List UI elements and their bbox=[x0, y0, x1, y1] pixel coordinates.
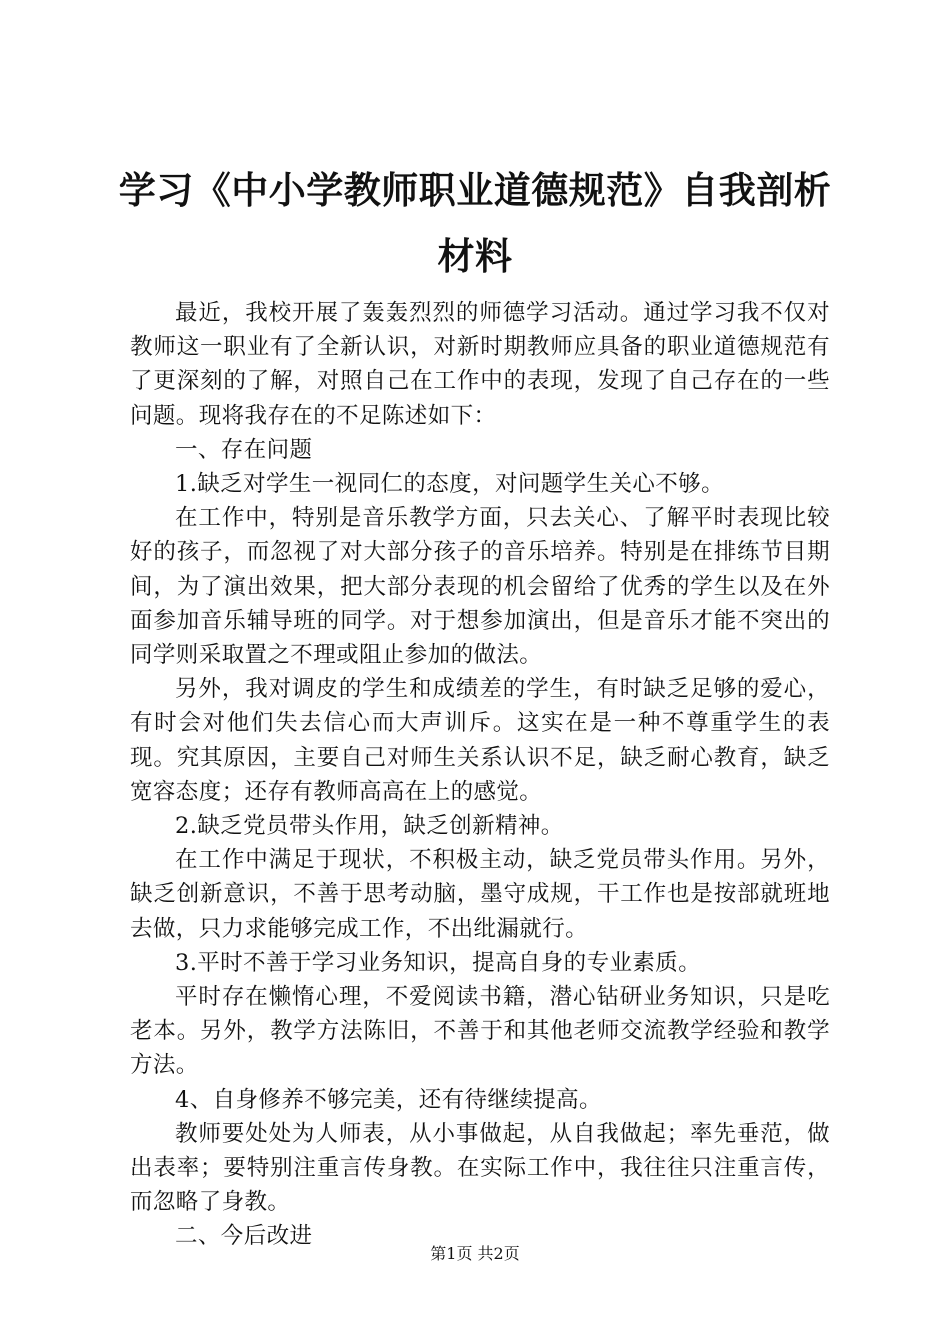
section-heading: 二、今后改进 bbox=[175, 1223, 313, 1250]
subheading: 4、自身修养不够完美，还有待继续提高。 bbox=[175, 1086, 602, 1113]
subheading: 2.缺乏党员带头作用，缺乏创新精神。 bbox=[175, 813, 564, 840]
paragraph: 最近，我校开展了轰轰烈烈的师德学习活动。通过学习我不仅对教师这一职业有了全新认识，对新时期教师应具备的职业道德规范有了更深刻的了解，对照自己在工作中的表现，发现了自己存在的一些问题。现将我存在的不足陈述如下： bbox=[130, 300, 830, 429]
document-body bbox=[130, 296, 830, 1254]
paragraph: 教师要处处为人师表，从小事做起，从自我做起；率先垂范，做出表率；要特别注重言传身教。在实际工作中，我往往只注重言传，而忽略了身教。 bbox=[130, 1120, 830, 1216]
paragraph: 平时存在懒惰心理，不爱阅读书籍，潜心钻研业务知识，只是吃老本。另外，教学方法陈旧，不善于和其他老师交流教学经验和教学方法。 bbox=[130, 984, 830, 1079]
paragraph: 在工作中，特别是音乐教学方面，只去关心、了解平时表现比较好的孩子，而忽视了对大部分孩子的音乐培养。特别是在排练节目期间，为了演出效果，把大部分表现的机会留给了优秀的学生以及在外面参加音乐辅导班的同学。对于想参加演出，但是音乐才能不突出的同学则采取置之不理或阻止参加的做法。 bbox=[130, 505, 830, 669]
subheading: 3.平时不善于学习业务知识，提高自身的专业素质。 bbox=[175, 949, 702, 976]
paragraph: 另外，我对调皮的学生和成绩差的学生，有时缺乏足够的爱心，有时会对他们失去信心而大声训斥。这实在是一种不尊重学生的表现。究其原因，主要自己对师生关系认识不足，缺乏耐心教育，缺乏宽容态度；还存有教师高高在上的感觉。 bbox=[130, 676, 830, 805]
document-title: 学习《中小学教师职业道德规范》自我剖析材料 bbox=[118, 169, 832, 278]
subheading: 1.缺乏对学生一视同仁的态度，对问题学生关心不够。 bbox=[175, 471, 724, 498]
paragraph: 在工作中满足于现状，不积极主动，缺乏党员带头作用。另外，缺乏创新意识，不善于思考动脑，墨守成规，干工作也是按部就班地去做，只力求能够完成工作，不出纰漏就行。 bbox=[130, 847, 830, 942]
section-heading: 一、存在问题 bbox=[175, 436, 313, 463]
page-number: 第1页 共2页 bbox=[430, 1244, 520, 1263]
